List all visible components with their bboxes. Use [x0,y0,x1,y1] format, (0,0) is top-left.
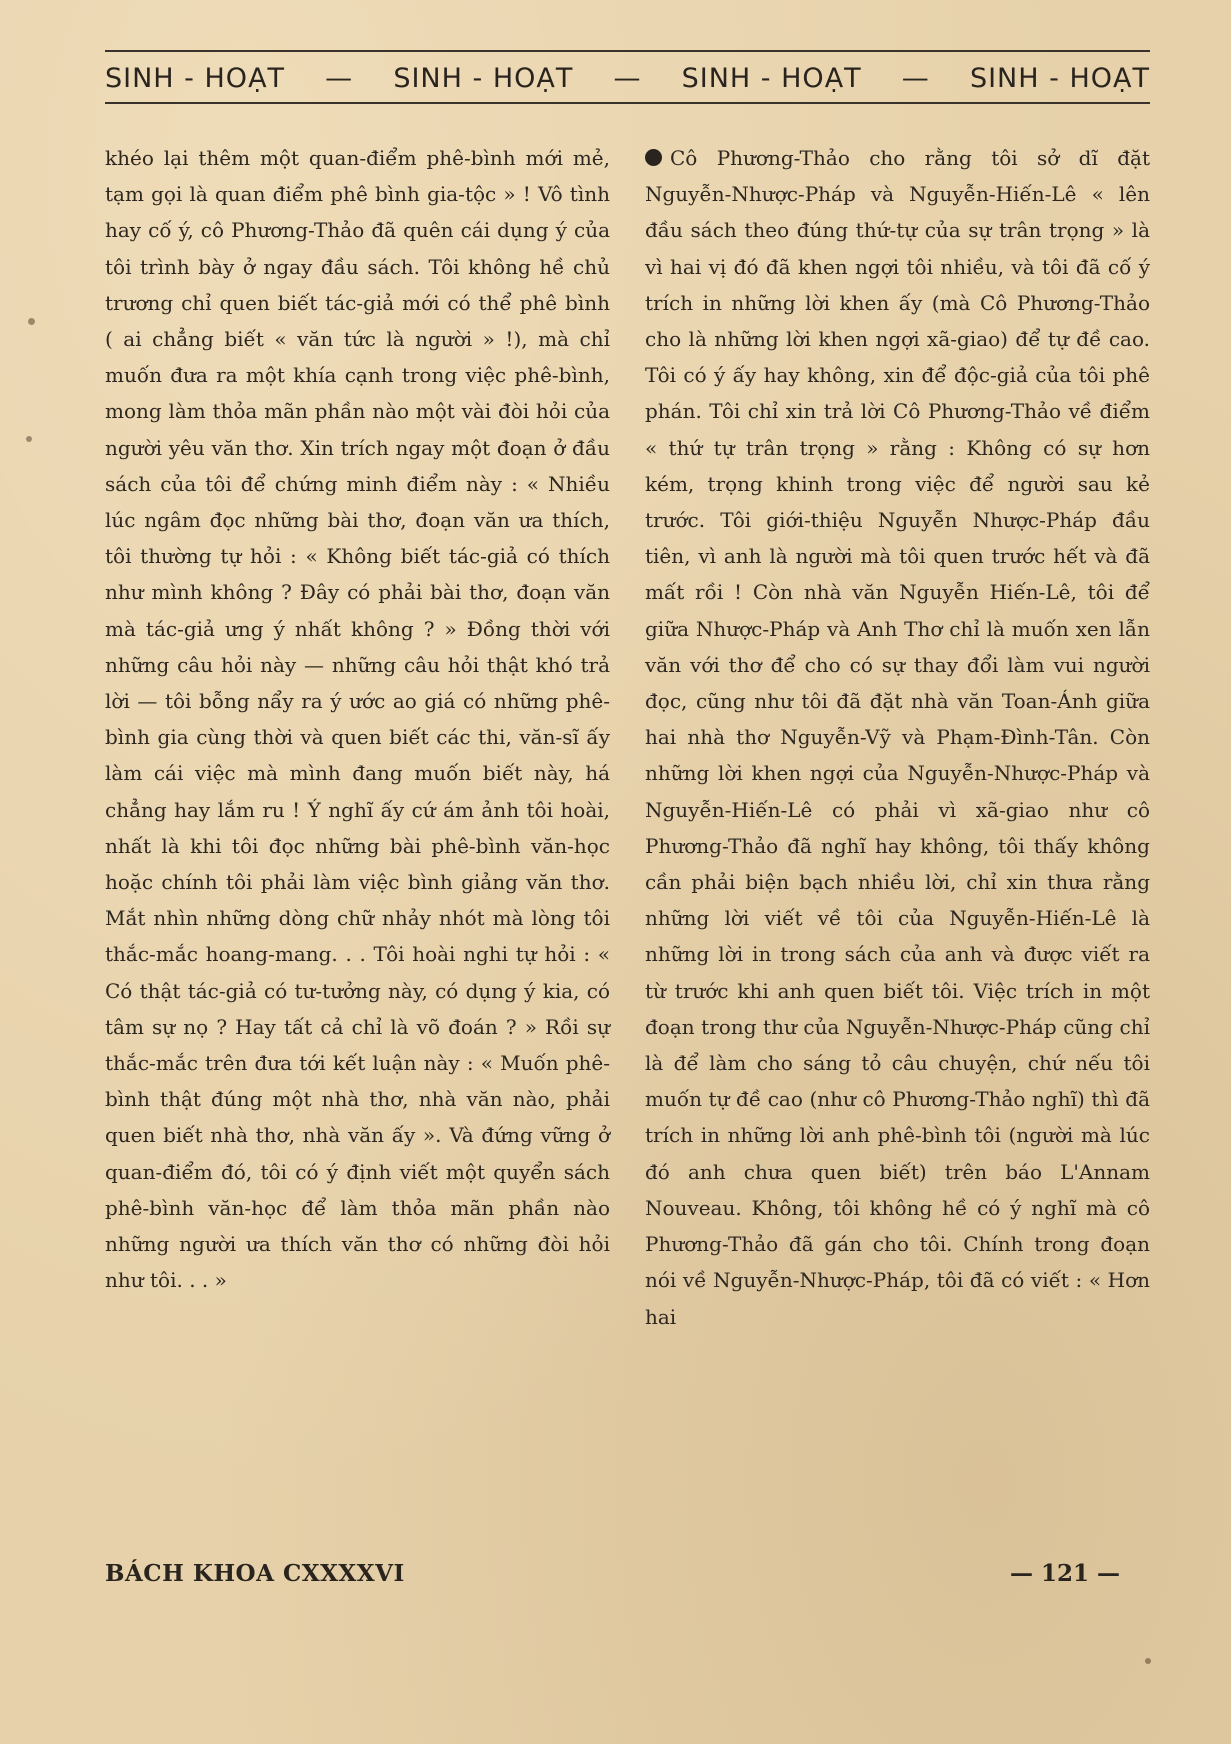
header-separator-3: — [901,62,930,94]
paragraph-right [645,140,1150,1335]
paper-spot [28,318,35,325]
running-header [105,55,1150,101]
header-rule-top [105,50,1150,52]
header-item-4: SINH - HOẠT [969,62,1150,94]
paper-spot [1145,1658,1151,1664]
page-number: — 121 — [1010,1560,1121,1587]
magazine-issue: BÁCH KHOA CXXXXVI [105,1560,405,1587]
paragraph-right-text: Cô Phương-Thảo cho rằng tôi sở dĩ đặt Nguyễn-Nhược-Pháp và Nguyễn-Hiến-Lê « lên đầu sách theo đúng thứ-tự của sự trân trọng » là vì hai vị đó đã khen ngợi tôi nhiều, và tôi đã cố ý trích in những lời khen ấy (mà Cô Phương-Thảo cho là những lời khen ngợi xã-giao) để tự đề cao. Tôi có ý ấy hay không, xin để độc-giả của tôi phê phán. Tôi chỉ xin trả lời Cô Phương-Thảo về điểm « thứ tự trân trọng » rằng : Không có sự hơn kém, trọng khinh trong việc để người sau kẻ trước. Tôi giới-thiệu Nguyễn Nhược-Pháp đầu tiên, vì anh là người mà tôi quen trước hết và đã mất rồi ! Còn nhà văn Nguyễn Hiến-Lê, tôi để giữa Nhược-Pháp và Anh Thơ chỉ là muốn xen lẫn văn với thơ để cho có sự thay đổi làm vui người đọc, cũng như tôi đã đặt nhà văn Toan-Ánh giữa hai nhà thơ Nguyễn-Vỹ và Phạm-Đình-Tân. Còn những lời khen ngợi của Nguyễn-Nhược-Pháp và Nguyễn-Hiến-Lê có phải vì xã-giao như cô Phương-Thảo đã nghĩ hay không, tôi thấy không cần phải biện bạch nhiều lời, chỉ xin thưa rằng những lời viết về tôi của Nguyễn-Hiến-Lê là những lời in trong sách của anh và được viết ra từ trước khi anh quen biết tôi. Việc trích in một đoạn trong thư của Nguyễn-Nhược-Pháp cũng chỉ là để làm cho sáng tỏ câu chuyện, chứ nếu tôi muốn tự đề cao (như cô Phương-Thảo nghĩ) thì đã trích in những lời anh phê-bình tôi (người mà lúc đó anh chưa quen biết) trên báo L'Annam Nouveau. Không, tôi không hề có ý nghĩ mà cô Phương-Thảo đã gán cho tôi. Chính trong đoạn nói về Nguyễn-Nhược-Pháp, tôi đã có viết : « Hơn hai [645,146,1150,1329]
header-item-3: SINH - HOẠT [681,62,862,94]
paragraph-left: khéo lại thêm một quan-điểm phê-bình mới mẻ, tạm gọi là quan điểm phê bình gia-tộc » ! Vô tình hay cố ý, cô Phương-Thảo đã quên cái dụng ý của tôi trình bày ở ngay đầu sách. Tôi không hề chủ trương chỉ quen biết tác-giả mới có thể phê bình ( ai chẳng biết « văn tức là người » !), mà chỉ muốn đưa ra một khía cạnh trong việc phê-bình, mong làm thỏa mãn phần nào một vài đòi hỏi của người yêu văn thơ. Xin trích ngay một đoạn ở đầu sách của tôi để chứng minh điểm này : « Nhiều lúc ngâm đọc những bài thơ, đoạn văn ưa thích, tôi thường tự hỏi : « Không biết tác-giả có thích như mình không ? Đây có phải bài thơ, đoạn văn mà tác-giả ưng ý nhất không ? » Đồng thời với những câu hỏi này — những câu hỏi thật khó trả lời — tôi bỗng nẩy ra ý ước ao giá có những phê-bình gia cùng thời và quen biết các thi, văn-sĩ ấy làm cái việc mà mình đang muốn biết này, há chẳng hay lắm ru ! Ý nghĩ ấy cứ ám ảnh tôi hoài, nhất là khi tôi đọc những bài phê-bình văn-học hoặc chính tôi phải làm việc bình giảng văn thơ. Mắt nhìn những dòng chữ nhảy nhót mà lòng tôi thắc-mắc hoang-mang. . . Tôi hoài nghi tự hỏi : « Có thật tác-giả có tư-tưởng này, có dụng ý kia, có tâm sự nọ ? Hay tất cả chỉ là võ đoán ? » Rồi sự thắc-mắc trên đưa tới kết luận này : « Muốn phê-bình thật đúng một nhà thơ, nhà văn nào, phải quen biết nhà thơ, nhà văn ấy ». Và đứng vững ở quan-điểm đó, tôi có ý định viết một quyển sách phê-bình văn-học để làm thỏa mãn phần nào những người ưa thích văn thơ có những đòi hỏi như tôi. . . » [105,146,610,1293]
paper-spot [26,436,32,442]
header-item-1: SINH - HOẠT [105,62,286,94]
text-column-right [645,140,1150,1335]
text-column-left [105,140,610,1299]
header-separator-1: — [325,62,354,94]
header-item-2: SINH - HOẠT [393,62,574,94]
header-rule-bottom [105,102,1150,104]
bullet-icon [645,149,662,166]
header-separator-2: — [613,62,642,94]
